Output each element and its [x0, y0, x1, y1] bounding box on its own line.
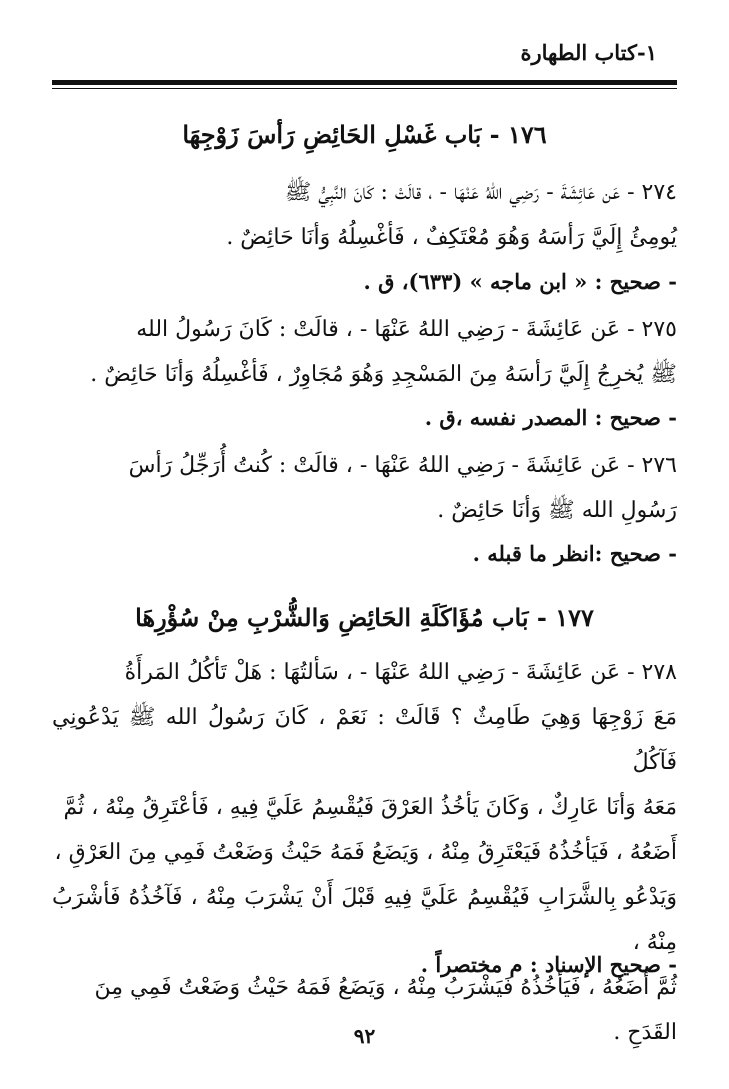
header-rule-thin [52, 88, 677, 89]
hadith-grade: - صحيح :انظر ما قبله . [472, 541, 677, 566]
page-number: ٩٢ [353, 1024, 376, 1048]
hadith-text [52, 307, 677, 397]
hadith-text [52, 650, 677, 1055]
hadith-line: أَضَعُهُ ، فَيَأخُذُهُ فَيَعْتَرِقُ مِنْهُ ، وَيَضَعُ فَمَهُ حَيْثُ وَضَعْتُ فَمِي مِنَ العَرْقِ ، [54, 840, 677, 865]
hadith-line: رَسُولِ الله ﷺ وَأنَا حَائِضٌ . [437, 498, 677, 523]
hadith-grade: - صحيح الإسناد : م مختصراً . [420, 952, 677, 977]
chapter-heading: ١٧٧ - بَاب مُؤَاكَلَةِ الحَائِضِ وَالشُّرْبِ مِنْ سُؤْرِهَا [135, 603, 594, 632]
hadith-line: مَعَهُ وَأنَا عَارِكٌ ، وَكَانَ يَأخُذُ العَرْقَ فَيُقْسِمُ عَلَيَّ فِيهِ ، فَأعْتَرِقُ مِنْهُ ، ثُمَّ [63, 795, 677, 820]
hadith-line: ﷺ يُخرِجُ إِلَيَّ رَأسَهُ مِنَ المَسْجِدِ وَهُوَ مُجَاوِرٌ ، فَأغْسِلُهُ وَأنَا حَائِضٌ . [90, 362, 677, 387]
hadith-text [52, 170, 677, 260]
hadith-line: القَدَحِ . [613, 1020, 677, 1045]
header-rule [52, 80, 677, 85]
hadith-text [52, 443, 677, 533]
hadith-line: يُومِئُ إِلَيَّ رَأسَهُ وَهُوَ مُعْتَكِفٌ ، فَأغْسِلُهُ وَأنَا حَائِضٌ . [226, 225, 677, 250]
hadith-line: ثُمَّ أَضَعُهُ ، فَيَأخُذُهُ فَيَشْرَبُ مِنْهُ ، وَيَضَعُ فَمَهُ حَيْثُ وَضَعْتُ فَمِي مِنَ [94, 975, 677, 1000]
hadith-line: ٢٧٤ - عَن عَائِشَةَ - رَضِي اللهُ عَنْهَا - ، قالَتْ : كَانَ النَّبِيُّ ﷺ [284, 180, 677, 205]
hadith-grade: - صحيح : « ابن ماجه » (٦٣٣)، ق . [363, 269, 677, 294]
hadith-line: ٢٧٦ - عَن عَائِشَةَ - رَضِي اللهُ عَنْهَا - ، قالَتْ : كُنتُ أُرَجِّلُ رَأسَ [128, 453, 677, 478]
hadith-line: ٢٧٥ - عَن عَائِشَةَ - رَضِي اللهُ عَنْهَا - ، قالَتْ : كَانَ رَسُولُ الله [136, 317, 677, 342]
hadith-line: ٢٧٨ - عَن عَائِشَةَ - رَضِي اللهُ عَنْهَا - ، سَألتُهَا : هَلْ تَأكُلُ المَرأَةُ [124, 660, 677, 685]
hadith-line: مَعَ زَوْجِهَا وَهِيَ طَامِثٌ ؟ قَالَتْ : نَعَمْ ، كَانَ رَسُولُ الله ﷺ يَدْعُونِي فَآكُلُ [52, 705, 677, 775]
hadith-grade: - صحيح : المصدر نفسه ،ق . [424, 405, 677, 430]
hadith-line: وَيَدْعُو بِالشَّرَابِ فَيُقْسِمُ عَلَيَّ فِيهِ قَبْلَ أَنْ يَشْرَبَ مِنْهُ ، فَآخُذُهُ فَأشْرَبُ مِنْهُ ، [52, 885, 677, 955]
running-header: ١-كتاب الطهارة [520, 40, 657, 65]
chapter-heading: ١٧٦ - بَاب غَسْلِ الحَائِضِ رَأسَ زَوْجِهَا [182, 120, 547, 149]
